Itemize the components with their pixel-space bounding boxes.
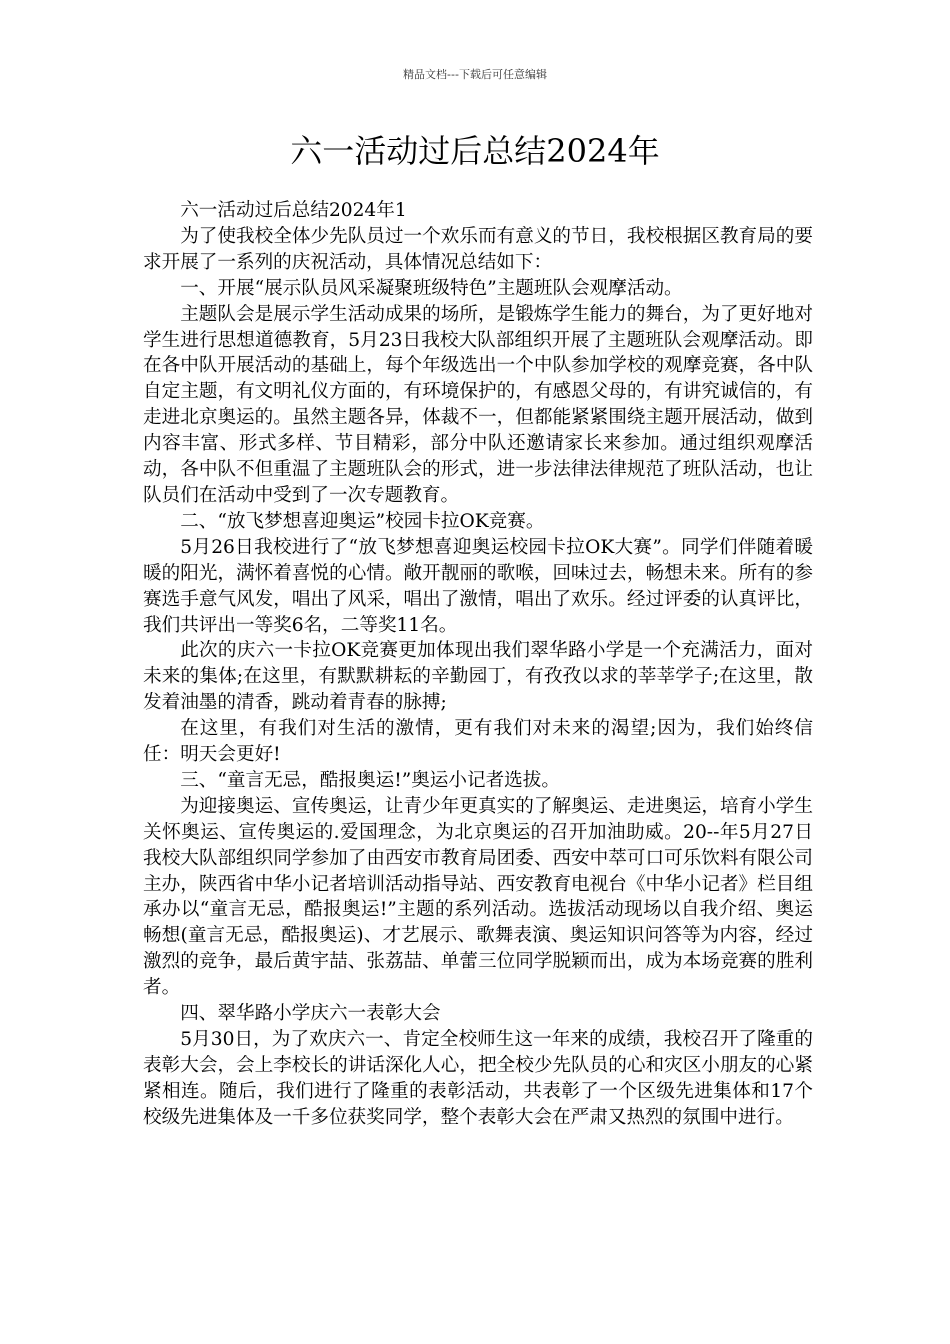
paragraph: 此次的庆六一卡拉OK竞赛更加体现出我们翠华路小学是一个充满活力，面对未来的集体;在这里，有默默耕耘的辛勤园丁，有孜孜以求的莘莘学子;在这里，散发着油墨的清香，跳动着青春的脉搏; (143, 640, 813, 714)
section-heading-3: 三、“童言无忌，酷报奥运!”奥运小记者选拔。 (180, 769, 560, 791)
page-header: 精品文档---下载后可任意编辑 (403, 68, 547, 81)
paragraph: 在这里，有我们对生活的激情，更有我们对未来的渴望;因为，我们始终信任：明天会更好! (143, 718, 813, 766)
paragraph-subtitle: 六一活动过后总结2024年1 (180, 200, 407, 221)
document-body (143, 198, 813, 1131)
paragraph-intro: 为了使我校全体少先队员过一个欢乐而有意义的节日，我校根据区教育局的要求开展了一系列的庆祝活动，具体情况总结如下： (143, 225, 813, 273)
document-title: 六一活动过后总结2024年 (290, 132, 660, 170)
section-heading-1: 一、开展“展示队员风采凝聚班级特色”主题班队会观摩活动。 (180, 277, 683, 299)
section-heading-2: 二、“放飞梦想喜迎奥运”校园卡拉OK竞赛。 (180, 510, 545, 532)
paragraph: 为迎接奥运、宣传奥运，让青少年更真实的了解奥运、走进奥运，培育小学生关怀奥运、宣传奥运的.爱国理念，为北京奥运的召开加油助威。20--年5月27日我校大队部组织同学参加了由西安市教育局团委、西安中萃可口可乐饮料有限公司主办，陕西省中华小记者培训活动指导站、西安教育电视台《中华小记者》栏目组承办以“童言无忌，酷报奥运!”主题的系列活动。选拔活动现场以自我介绍、奥运畅想(童言无忌，酷报奥运)、才艺展示、歌舞表演、奥运知识问答等为内容，经过激烈的竞争，最后黄宇喆、张荔喆、单蕾三位同学脱颖而出，成为本场竞赛的胜利者。 (143, 795, 813, 999)
paragraph: 5月26日我校进行了“放飞梦想喜迎奥运校园卡拉OK大赛”。同学们伴随着暖暖的阳光，满怀着喜悦的心情。敞开靓丽的歌喉，回味过去，畅想未来。所有的参赛选手意气风发，唱出了风采，唱出了激情，唱出了欢乐。经过评委的认真评比，我们共评出一等奖6名，二等奖11名。 (143, 536, 813, 636)
paragraph: 5月30日，为了欢庆六一、肯定全校师生这一年来的成绩，我校召开了隆重的表彰大会，会上李校长的讲话深化人心，把全校少先队员的心和灾区小朋友的心紧紧相连。随后，我们进行了隆重的表彰活动，共表彰了一个区级先进集体和17个校级先进集体及一千多位获奖同学，整个表彰大会在严肃又热烈的氛围中进行。 (143, 1029, 813, 1128)
paragraph: 主题队会是展示学生活动成果的场所，是锻炼学生能力的舞台，为了更好地对学生进行思想道德教育，5月23日我校大队部组织开展了主题班队会观摩活动。即在各中队开展活动的基础上，每个年级选出一个中队参加学校的观摩竞赛，各中队自定主题，有文明礼仪方面的，有环境保护的，有感恩父母的，有讲究诚信的，有走进北京奥运的。虽然主题各异，体裁不一，但都能紧紧围绕主题开展活动，做到内容丰富、形式多样、节目精彩，部分中队还邀请家长来参加。通过组织观摩活动，各中队不但重温了主题班队会的形式，进一步法律法律规范了班队活动，也让队员们在活动中受到了一次专题教育。 (143, 303, 813, 506)
section-heading-4: 四、翠华路小学庆六一表彰大会 (180, 1003, 441, 1025)
